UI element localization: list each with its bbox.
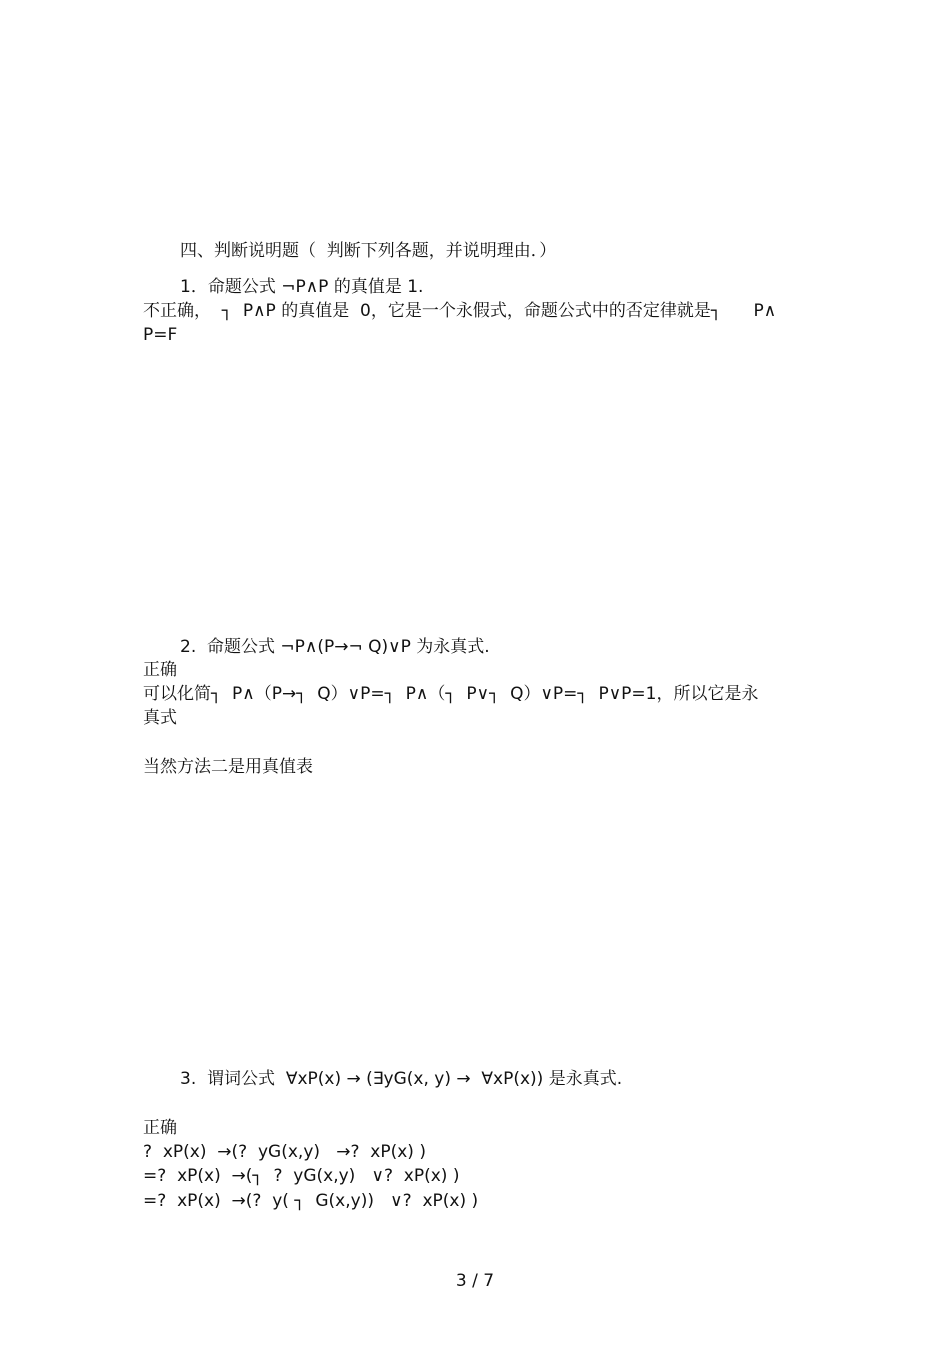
question-2-reason-line-2: 真式 xyxy=(143,708,177,728)
section-heading: 四、判断说明题（ 判断下列各题，并说明理由．） xyxy=(180,241,557,261)
question-1-answer-line-1: 不正确， ┐ P∧P 的真值是 0，它是一个永假式，命题公式中的否定律就是┐ P∧ xyxy=(143,301,777,321)
question-3-step-2: =? xP(x) →(┐ ? yG(x,y) ∨? xP(x) ) xyxy=(143,1166,460,1186)
question-2-verdict: 正确 xyxy=(143,660,177,680)
question-2-reason-line-1: 可以化简┐ P∧（P→┐ Q）∨P=┐ P∧（┐ P∨┐ Q）∨P=┐ P∨P=1，所以它是永 xyxy=(143,684,759,704)
question-3-step-3: =? xP(x) →(? y( ┐ G(x,y)) ∨? xP(x) ) xyxy=(143,1191,479,1211)
question-1-title: 1．命题公式 ¬P∧P 的真值是 1. xyxy=(180,277,424,297)
question-2-title: 2. 命题公式 ¬P∧(P→¬ Q)∨P 为永真式. xyxy=(180,637,490,657)
question-3-verdict: 正确 xyxy=(143,1118,177,1138)
question-2-method-note: 当然方法二是用真值表 xyxy=(143,757,313,777)
page-number: 3 / 7 xyxy=(455,1271,495,1291)
question-1-answer-line-2: P=F xyxy=(143,325,178,345)
question-3-step-1: ? xP(x) →(? yG(x,y) →? xP(x) ) xyxy=(143,1142,426,1162)
question-3-title: 3. 谓词公式 ∀xP(x) → (∃yG(x, y) → ∀xP(x)) 是永真式. xyxy=(180,1069,623,1089)
